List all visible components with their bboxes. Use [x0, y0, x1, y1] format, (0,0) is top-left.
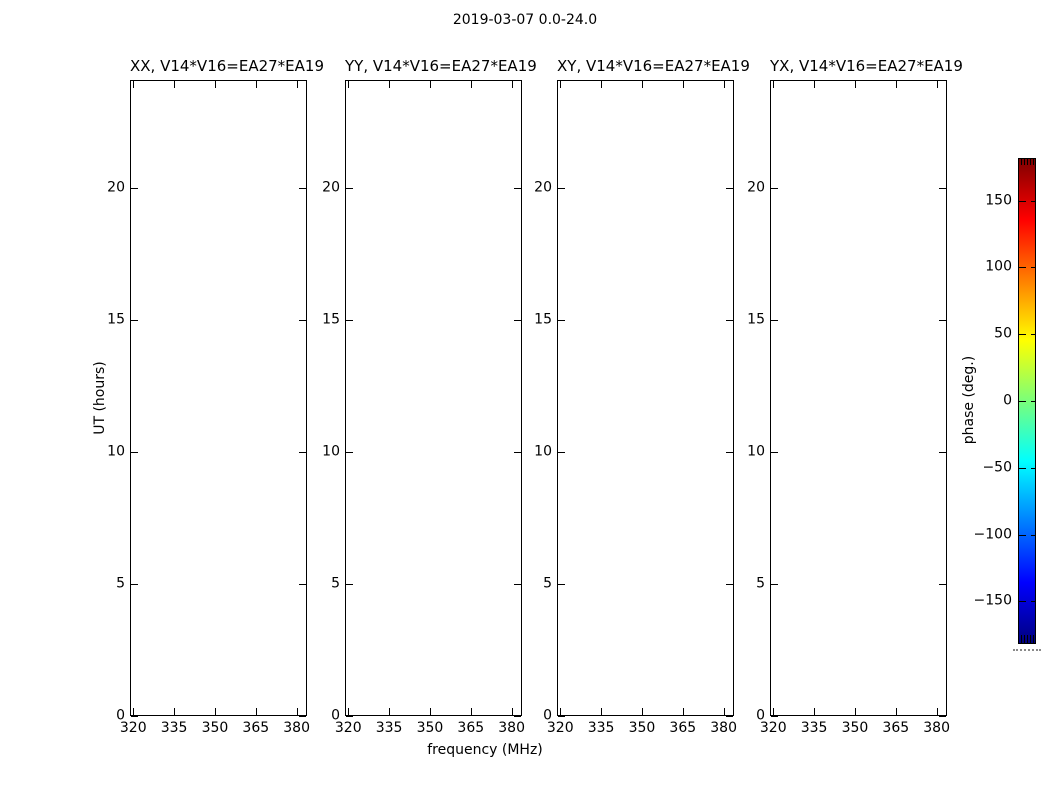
colorbar-tick-right [1031, 601, 1035, 602]
y-tick-right [726, 452, 733, 453]
x-tick-top [348, 81, 349, 88]
y-tick-label: 10 [534, 443, 552, 460]
x-tick-top [642, 81, 643, 88]
x-tick-bottom [256, 708, 257, 715]
x-tick-bottom [724, 708, 725, 715]
x-tick-top [601, 81, 602, 88]
subplot-title: XY, V14*V16=EA27*EA19 [557, 57, 750, 75]
x-tick-bottom [297, 708, 298, 715]
y-tick-right [299, 320, 306, 321]
y-tick-left [346, 452, 353, 453]
y-tick-right [939, 452, 946, 453]
x-tick-bottom [512, 708, 513, 715]
x-tick-label: 365 [457, 720, 485, 736]
x-tick-top [389, 81, 390, 88]
y-tick-right [299, 188, 306, 189]
x-tick-bottom [601, 708, 602, 715]
subplot-axes [770, 80, 947, 716]
x-tick-label: 350 [841, 720, 869, 736]
x-tick-top [297, 81, 298, 88]
colorbar-tick-left [1019, 267, 1026, 268]
figure-suptitle: 2019-03-07 0.0-24.0 [452, 12, 598, 28]
x-tick-top [430, 81, 431, 88]
x-tick-bottom [133, 708, 134, 715]
colorbar-tick-left [1019, 601, 1026, 602]
y-tick-left [558, 584, 565, 585]
y-tick-right [939, 584, 946, 585]
x-tick-label: 365 [242, 720, 270, 736]
x-tick-label: 350 [416, 720, 444, 736]
y-tick-label: 5 [116, 575, 125, 592]
y-tick-left [131, 584, 138, 585]
x-tick-label: 380 [923, 720, 951, 736]
x-tick-bottom [642, 708, 643, 715]
y-tick-label: 15 [107, 311, 125, 328]
y-tick-right [726, 320, 733, 321]
x-tick-label: 350 [628, 720, 656, 736]
y-tick-label: 0 [116, 707, 125, 724]
colorbar-comb-top [1027, 159, 1028, 165]
colorbar-comb-bottom [1024, 635, 1025, 643]
x-tick-bottom [215, 708, 216, 715]
x-tick-bottom [430, 708, 431, 715]
y-tick-right [726, 716, 733, 717]
colorbar-comb-top [1030, 159, 1031, 165]
x-tick-label: 380 [498, 720, 526, 736]
y-tick-left [558, 716, 565, 717]
colorbar-comb-top [1033, 159, 1034, 165]
y-tick-right [299, 584, 306, 585]
colorbar-tick-left [1019, 468, 1026, 469]
colorbar-label: phase (deg.) [961, 355, 977, 445]
y-tick-label: 0 [331, 707, 340, 724]
colorbar-comb-top [1021, 159, 1022, 165]
x-tick-top [724, 81, 725, 88]
x-tick-top [560, 81, 561, 88]
colorbar-tick-right [1031, 334, 1035, 335]
y-tick-label: 0 [543, 707, 552, 724]
y-tick-label: 20 [534, 179, 552, 196]
colorbar-tick-label: −150 [973, 592, 1012, 609]
y-tick-label: 10 [107, 443, 125, 460]
y-tick-label: 15 [534, 311, 552, 328]
x-tick-top [256, 81, 257, 88]
y-tick-label: 10 [747, 443, 765, 460]
y-tick-left [131, 320, 138, 321]
x-tick-label: 335 [160, 720, 188, 736]
x-tick-label: 320 [119, 720, 147, 736]
y-tick-left [346, 188, 353, 189]
x-tick-top [471, 81, 472, 88]
x-tick-top [814, 81, 815, 88]
x-tick-label: 320 [759, 720, 787, 736]
x-tick-label: 365 [669, 720, 697, 736]
x-tick-bottom [814, 708, 815, 715]
y-tick-right [939, 320, 946, 321]
x-tick-bottom [389, 708, 390, 715]
colorbar-tick-right [1031, 201, 1035, 202]
y-tick-right [514, 584, 521, 585]
y-tick-left [558, 452, 565, 453]
x-tick-label: 335 [800, 720, 828, 736]
colorbar-tick-label: 100 [985, 258, 1012, 275]
x-tick-bottom [896, 708, 897, 715]
colorbar-comb-bottom [1030, 635, 1031, 643]
x-tick-label: 335 [375, 720, 403, 736]
subplot-axes [130, 80, 307, 716]
x-axis-label: frequency (MHz) [427, 742, 543, 758]
y-tick-right [514, 452, 521, 453]
y-tick-right [299, 452, 306, 453]
colorbar-tick-left [1019, 201, 1026, 202]
subplot-title: XX, V14*V16=EA27*EA19 [130, 57, 325, 75]
y-tick-label: 10 [322, 443, 340, 460]
x-tick-bottom [471, 708, 472, 715]
y-tick-left [771, 452, 778, 453]
x-tick-top [683, 81, 684, 88]
colorbar-tick-left [1019, 334, 1026, 335]
colorbar-tick-left [1019, 401, 1026, 402]
y-tick-right [299, 716, 306, 717]
x-tick-top [215, 81, 216, 88]
colorbar-tick-right [1031, 535, 1035, 536]
y-tick-left [771, 584, 778, 585]
x-tick-label: 350 [201, 720, 229, 736]
x-tick-label: 320 [334, 720, 362, 736]
x-tick-top [133, 81, 134, 88]
y-tick-left [346, 320, 353, 321]
x-tick-label: 335 [587, 720, 615, 736]
x-tick-label: 380 [710, 720, 738, 736]
x-tick-bottom [937, 708, 938, 715]
y-tick-left [346, 584, 353, 585]
x-tick-top [855, 81, 856, 88]
x-tick-top [896, 81, 897, 88]
y-tick-right [726, 584, 733, 585]
y-tick-right [726, 188, 733, 189]
y-tick-left [771, 188, 778, 189]
subplot-title: YY, V14*V16=EA27*EA19 [345, 57, 537, 75]
x-tick-bottom [683, 708, 684, 715]
x-tick-bottom [174, 708, 175, 715]
colorbar-comb-bottom [1033, 635, 1034, 643]
x-tick-bottom [560, 708, 561, 715]
y-tick-right [939, 188, 946, 189]
x-tick-label: 365 [882, 720, 910, 736]
colorbar-tick-label: −100 [973, 526, 1012, 543]
x-tick-bottom [773, 708, 774, 715]
colorbar-tick-left [1019, 535, 1026, 536]
y-tick-label: 5 [756, 575, 765, 592]
x-tick-bottom [348, 708, 349, 715]
subplot-title: YX, V14*V16=EA27*EA19 [770, 57, 963, 75]
x-tick-top [512, 81, 513, 88]
colorbar-tick-label: 0 [1003, 392, 1012, 409]
y-tick-right [514, 716, 521, 717]
x-tick-bottom [855, 708, 856, 715]
y-tick-right [514, 320, 521, 321]
x-tick-top [174, 81, 175, 88]
colorbar-comb-bottom [1021, 635, 1022, 643]
colorbar-dotted-edge [1013, 649, 1041, 651]
colorbar-tick-right [1031, 468, 1035, 469]
y-tick-left [558, 188, 565, 189]
y-tick-left [131, 452, 138, 453]
colorbar-tick-label: 50 [994, 325, 1012, 342]
x-tick-label: 380 [283, 720, 311, 736]
colorbar-comb-bottom [1027, 635, 1028, 643]
x-tick-top [937, 81, 938, 88]
colorbar-comb-top [1024, 159, 1025, 165]
y-tick-label: 0 [756, 707, 765, 724]
colorbar-tick-label: 150 [985, 192, 1012, 209]
colorbar-tick-right [1031, 401, 1035, 402]
y-tick-left [346, 716, 353, 717]
subplot-axes [557, 80, 734, 716]
y-tick-left [771, 320, 778, 321]
y-tick-left [131, 716, 138, 717]
y-tick-label: 5 [331, 575, 340, 592]
y-tick-label: 20 [747, 179, 765, 196]
y-tick-label: 20 [107, 179, 125, 196]
colorbar-tick-right [1031, 267, 1035, 268]
colorbar-tick-label: −50 [982, 459, 1012, 476]
y-tick-right [939, 716, 946, 717]
y-tick-right [514, 188, 521, 189]
x-tick-top [773, 81, 774, 88]
y-tick-left [131, 188, 138, 189]
y-tick-left [558, 320, 565, 321]
y-tick-label: 20 [322, 179, 340, 196]
y-tick-left [771, 716, 778, 717]
y-axis-label: UT (hours) [92, 361, 108, 435]
y-tick-label: 5 [543, 575, 552, 592]
y-tick-label: 15 [747, 311, 765, 328]
y-tick-label: 15 [322, 311, 340, 328]
subplot-axes [345, 80, 522, 716]
x-tick-label: 320 [546, 720, 574, 736]
